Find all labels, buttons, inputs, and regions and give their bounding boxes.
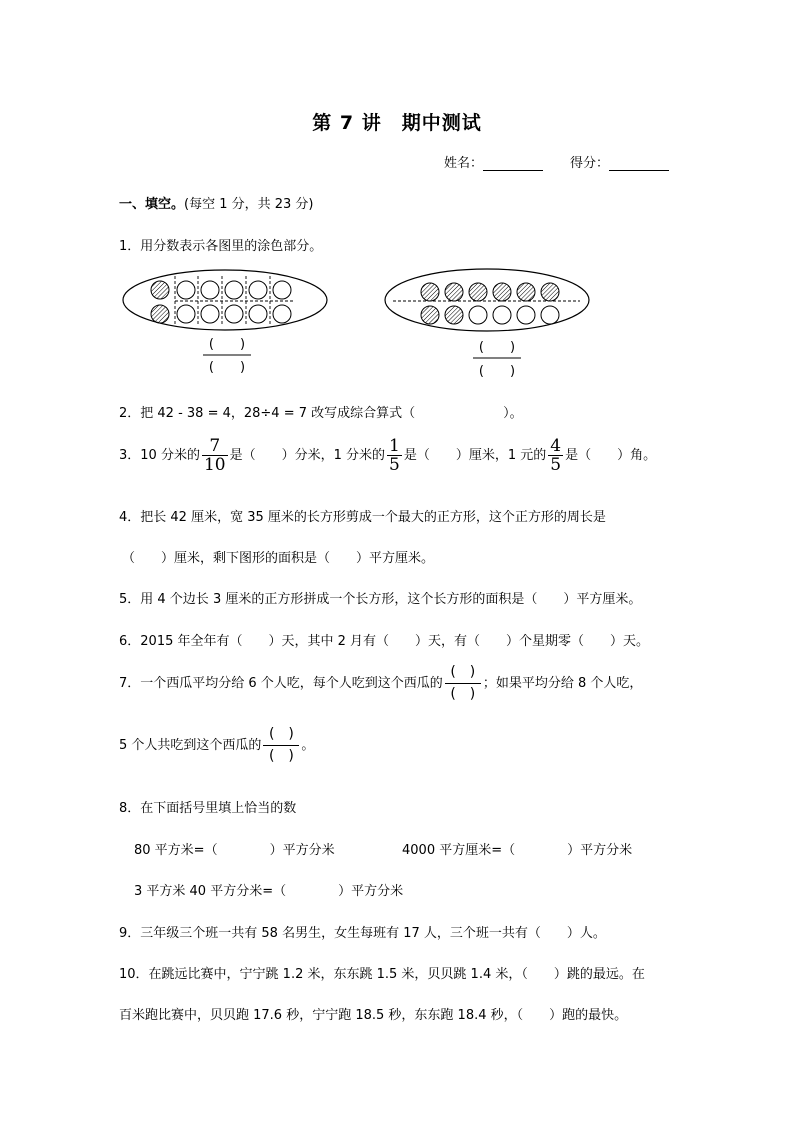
question-1: 1．用分数表示各图里的涂色部分。 [119,239,323,254]
right-circle [421,306,439,324]
q1-figures [115,268,645,383]
right-circle [493,283,511,301]
question-10-line2: 百米跑比赛中，贝贝跑 17.6 秒，宁宁跑 18.5 秒，东东跑 18.4 秒，（ ）跑的最快。 [119,1008,628,1023]
right-ellipse-figure [385,269,589,379]
question-2 [119,402,523,421]
left-circle [225,281,243,299]
q3-f3-denominator: 5 [550,455,562,475]
score-blank[interactable] [609,156,669,171]
q3-part3: 是（ ）厘米，1 元的 [403,448,547,463]
score-field [570,152,669,171]
q7-blank2-denominator: ( ) [268,748,294,764]
right-circle [493,306,511,324]
question-3 [119,437,656,474]
left-circle [273,281,291,299]
q3-fraction-3 [548,437,563,474]
right-circle [469,283,487,301]
question-8: 8．在下面括号里填上恰当的数 [119,801,297,816]
question-6: 6．2015 年全年有（ ）天，其中 2 月有（ ）天，有（ ）个星期零（ ）天。 [119,634,650,649]
left-blank-bottom: ( ) [208,360,246,375]
q7-part4: 。 [301,738,315,753]
q7-part3: 5 个人共吃到这个西瓜的 [119,738,262,753]
section-title: 一、填空。 [119,197,185,212]
question-4-line2: （ ）厘米，剩下图形的面积是（ ）平方厘米。 [122,551,435,566]
left-circle [151,305,169,323]
left-circle [225,305,243,323]
q7-part1: 7．一个西瓜平均分给 6 个人吃，每个人吃到这个西瓜的 [119,676,443,691]
q7-fraction-blank-1[interactable] [445,662,481,705]
left-circle [273,305,291,323]
right-circle-group [421,283,559,324]
right-circle [445,306,463,324]
right-circle [421,283,439,301]
section-heading [119,193,314,212]
left-circle [249,305,267,323]
q3-f3-numerator: 4 [550,436,562,456]
q7-blank-numerator: ( ) [445,662,481,684]
q7-blank-denominator: ( ) [450,686,476,702]
right-circle [517,283,535,301]
q3-fraction-2 [387,437,402,474]
left-circle [201,281,219,299]
right-circle [469,306,487,324]
question-10-line1: 10．在跳远比赛中，宁宁跳 1.2 米，东东跳 1.5 米，贝贝跳 1.4 米，（ ）跳的最远。在 [119,967,645,982]
right-circle [541,283,559,301]
left-circle [201,305,219,323]
question-7-line1 [119,662,642,705]
q3-part4: 是（ ）角。 [565,448,657,463]
q3-part1: 3．10 分米的 [119,448,200,463]
question-9: 9．三年级三个班一共有 58 名男生，女生每班有 17 人，三个班一共有（ ）人。 [119,926,606,941]
q8-item-a: 80 平方米=（ ）平方分米 [134,843,335,858]
q2-text: 2．把 42 - 38 = 4，28÷4 = 7 改写成综合算式（ [119,406,416,421]
left-ellipse-figure [123,270,327,375]
name-label: 姓名： [444,156,484,171]
q3-f2-numerator: 1 [389,436,400,456]
q3-f2-denominator: 5 [389,455,400,475]
left-blank-top: ( ) [208,337,246,352]
section-note: (每空 1 分，共 23 分) [184,197,314,212]
q7-fraction-blank-2[interactable] [263,724,299,767]
name-field [444,152,543,171]
left-circle [249,281,267,299]
q8-item-c: 3 平方米 40 平方分米=（ ）平方分米 [134,884,404,899]
right-blank-top: ( ) [478,340,516,355]
q3-part2: 是（ ）分米，1 分米的 [229,448,385,463]
left-circle [177,305,195,323]
q3-fraction-1 [202,437,228,474]
right-blank-bottom: ( ) [478,364,516,379]
right-circle [445,283,463,301]
question-5: 5．用 4 个边长 3 厘米的正方形拼成一个长方形，这个长方形的面积是（ ）平方厘米。 [119,592,642,607]
right-circle [517,306,535,324]
question-4-line1: 4．把长 42 厘米，宽 35 厘米的长方形剪成一个最大的正方形，这个正方形的周长是 [119,510,606,525]
page-title: 第 7 讲 期中测试 [312,112,482,134]
question-7-line2 [119,724,314,767]
score-label: 得分： [570,156,610,171]
q3-f1-numerator: 7 [202,437,228,456]
q7-blank2-numerator: ( ) [263,724,299,746]
q3-f1-denominator: 10 [203,455,226,475]
name-blank[interactable] [483,156,543,171]
left-circle [177,281,195,299]
right-circle [541,306,559,324]
q7-part2: ；如果平均分给 8 个人吃， [482,676,643,691]
q2-end: ）。 [503,406,523,421]
left-circle [151,281,169,299]
q8-item-b: 4000 平方厘米=（ ）平方分米 [402,843,633,858]
